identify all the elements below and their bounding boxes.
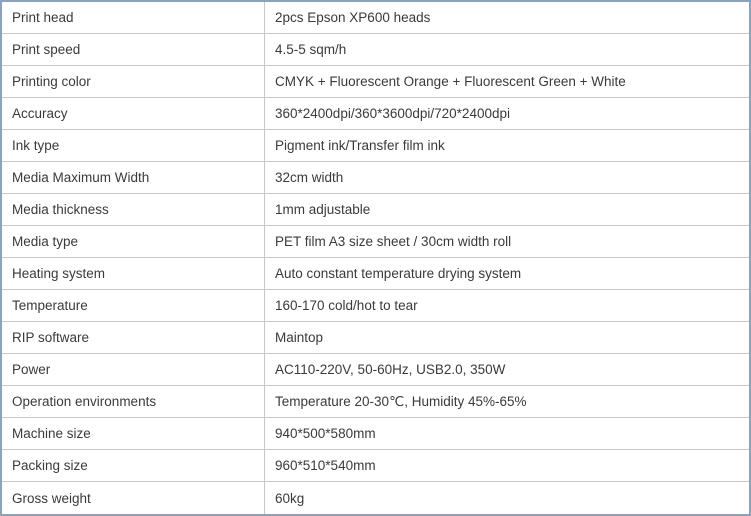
table-row xyxy=(2,66,749,98)
spec-value-media-type: PET film A3 size sheet / 30cm width roll xyxy=(275,234,512,249)
spec-label-print-head: Print head xyxy=(2,2,265,33)
spec-label-machine-size: Machine size xyxy=(2,418,265,449)
table-row xyxy=(2,226,749,258)
spec-value-operation-environments: Temperature 20-30℃, Humidity 45%-65% xyxy=(275,393,527,409)
table-row xyxy=(2,386,749,418)
table-row xyxy=(2,482,749,514)
spec-value-print-speed: 4.5-5 sqm/h xyxy=(275,42,347,57)
spec-label-packing-size: Packing size xyxy=(2,450,265,481)
spec-label-operation-environments: Operation environments xyxy=(2,386,265,417)
spec-value-media-max-width: 32cm width xyxy=(275,170,344,185)
table-row xyxy=(2,194,749,226)
table-row xyxy=(2,2,749,34)
table-row xyxy=(2,258,749,290)
spec-label-media-max-width: Media Maximum Width xyxy=(2,162,265,193)
spec-value-temperature: 160-170 cold/hot to tear xyxy=(275,298,418,313)
table-row xyxy=(2,450,749,482)
table-row xyxy=(2,354,749,386)
spec-label-power: Power xyxy=(2,354,265,385)
spec-value-heating-system: Auto constant temperature drying system xyxy=(275,266,522,281)
spec-label-heating-system: Heating system xyxy=(2,258,265,289)
spec-label-media-type: Media type xyxy=(2,226,265,257)
spec-value-packing-size: 960*510*540mm xyxy=(275,458,376,473)
table-row xyxy=(2,418,749,450)
table-row xyxy=(2,322,749,354)
spec-label-printing-color: Printing color xyxy=(2,66,265,97)
spec-value-power: AC110-220V, 50-60Hz, USB2.0, 350W xyxy=(275,362,506,377)
spec-label-temperature: Temperature xyxy=(2,290,265,321)
spec-value-gross-weight: 60kg xyxy=(275,490,305,506)
spec-label-accuracy: Accuracy xyxy=(2,98,265,129)
spec-value-machine-size: 940*500*580mm xyxy=(275,426,376,441)
spec-label-rip-software: RIP software xyxy=(2,322,265,353)
spec-label-media-thickness: Media thickness xyxy=(2,194,265,225)
spec-value-media-thickness: 1mm adjustable xyxy=(275,202,371,217)
spec-value-accuracy: 360*2400dpi/360*3600dpi/720*2400dpi xyxy=(275,106,510,121)
spec-value-print-head: 2pcs Epson XP600 heads xyxy=(275,10,431,25)
spec-value-printing-color: CMYK + Fluorescent Orange + Fluorescent Green + White xyxy=(275,74,626,89)
table-row xyxy=(2,98,749,130)
table-row xyxy=(2,130,749,162)
table-row xyxy=(2,162,749,194)
table-row xyxy=(2,34,749,66)
spec-label-gross-weight: Gross weight xyxy=(2,482,265,514)
spec-value-ink-type: Pigment ink/Transfer film ink xyxy=(275,138,445,153)
spec-value-rip-software: Maintop xyxy=(275,330,324,345)
spec-label-print-speed: Print speed xyxy=(2,34,265,65)
spec-label-ink-type: Ink type xyxy=(2,130,265,161)
table-row xyxy=(2,290,749,322)
